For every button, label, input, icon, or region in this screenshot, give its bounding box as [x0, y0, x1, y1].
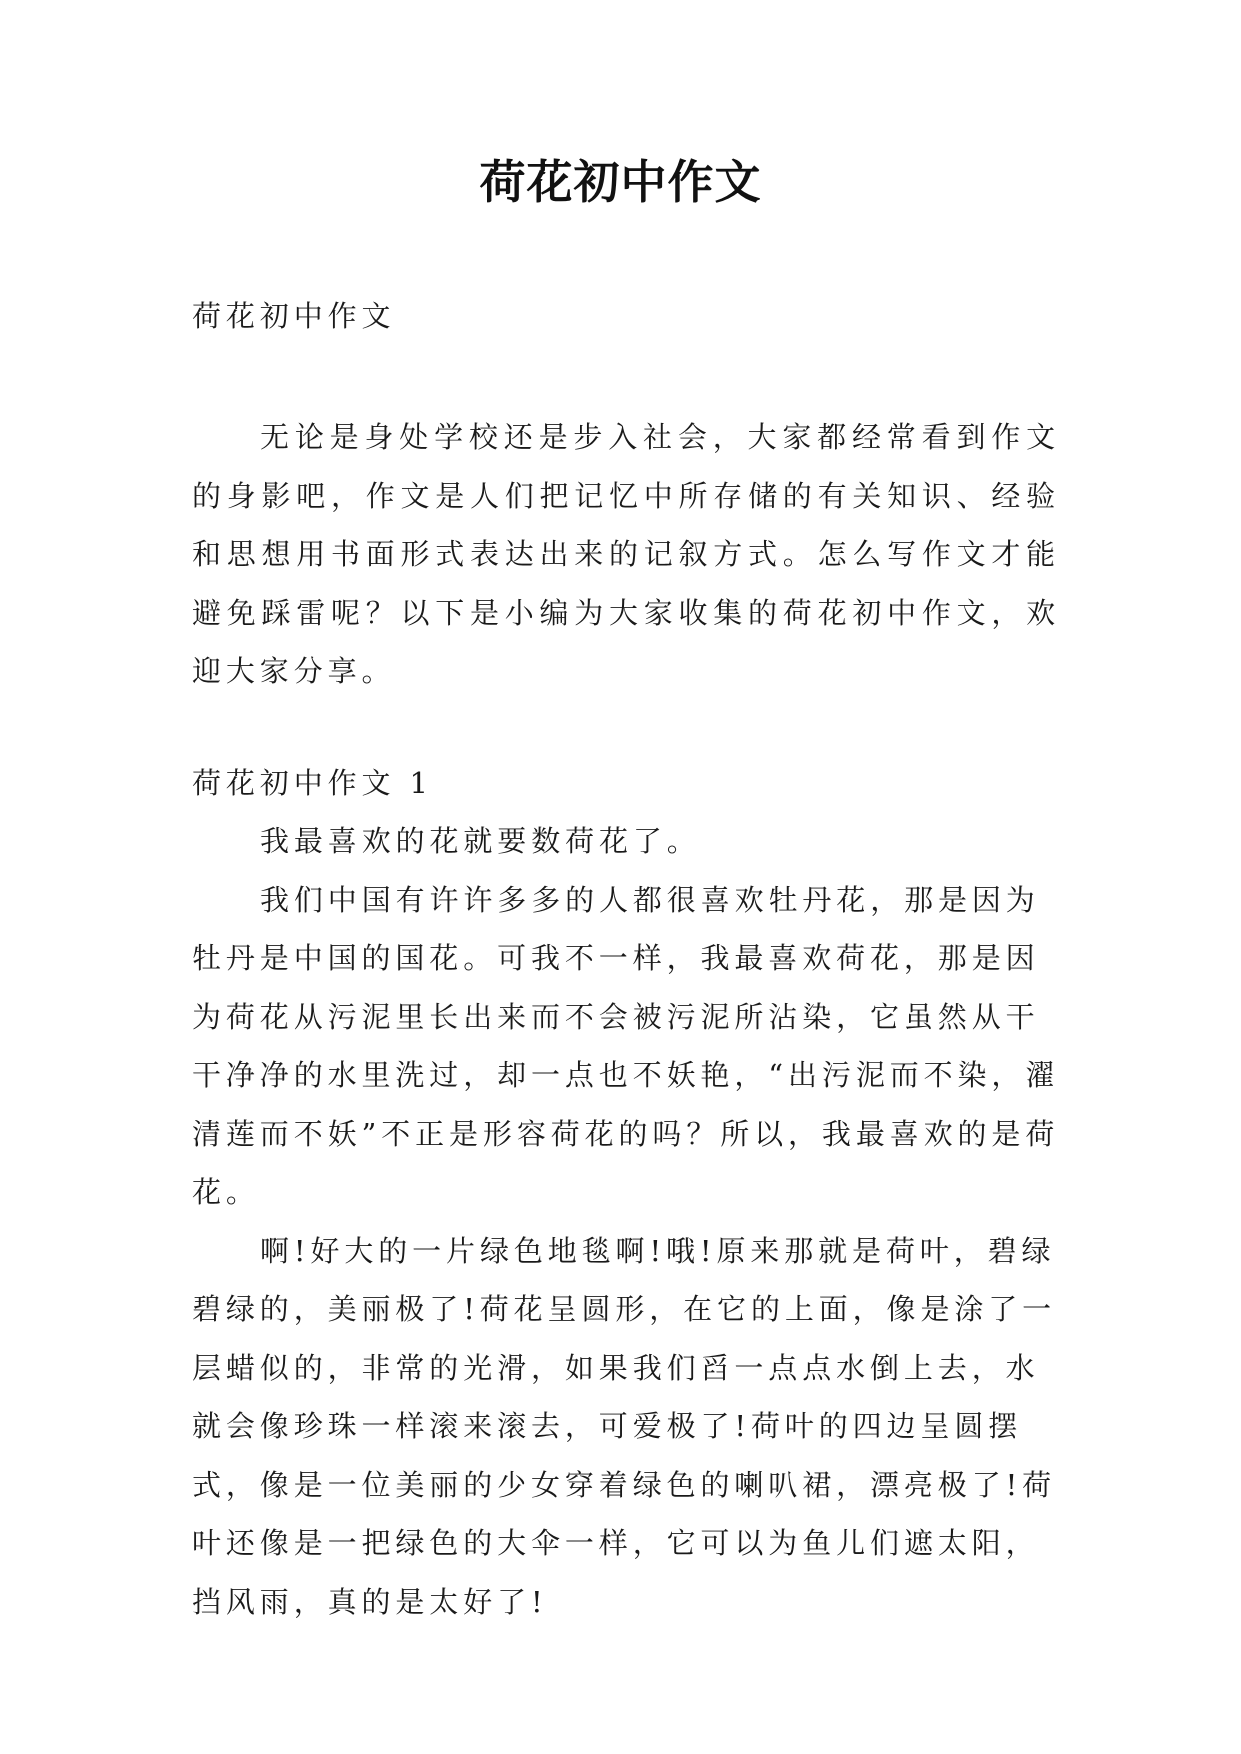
essay-paragraph-3: 啊!好大的一片绿色地毯啊!哦!原来那就是荷叶，碧绿碧绿的，美丽极了!荷花呈圆形，在它的上面，像是涂了一层蜡似的，非常的光滑，如果我们舀一点点水倒上去，水就会像珍珠一样滚来滚去，可爱极了!荷叶的四边呈圆摆式，像是一位美丽的少女穿着绿色的喇叭裙，漂亮极了!荷叶还像是一把绿色的大伞一样，它可以为鱼儿们遮太阳，挡风雨，真的是太好了! [192, 1233, 1057, 1619]
document-subtitle: 荷花初中作文 [192, 299, 396, 333]
essay-body [192, 812, 1060, 1631]
essay-paragraph-2: 我们中国有许许多多的人都很喜欢牡丹花，那是因为牡丹是中国的国花。可我不一样，我最喜欢荷花，那是因为荷花从污泥里长出来而不会被污泥所沾染，它虽然从干干净净的水里洗过，却一点也不妖艳，“出污泥而不染，濯清莲而不妖”不正是形容荷花的吗？所以，我最喜欢的是荷花。 [192, 882, 1060, 1209]
section-heading: 荷花初中作文 1 [192, 766, 433, 800]
intro-paragraph: 无论是身处学校还是步入社会，大家都经常看到作文的身影吧，作文是人们把记忆中所存储的有关知识、经验和思想用书面形式表达出来的记叙方式。怎么写作文才能避免踩雷呢？以下是小编为大家收集的荷花初中作文，欢迎大家分享。 [192, 420, 1060, 688]
document-title: 荷花初中作文 [479, 155, 762, 209]
essay-paragraph-1: 我最喜欢的花就要数荷花了。 [260, 824, 701, 858]
intro-section [192, 408, 1060, 701]
